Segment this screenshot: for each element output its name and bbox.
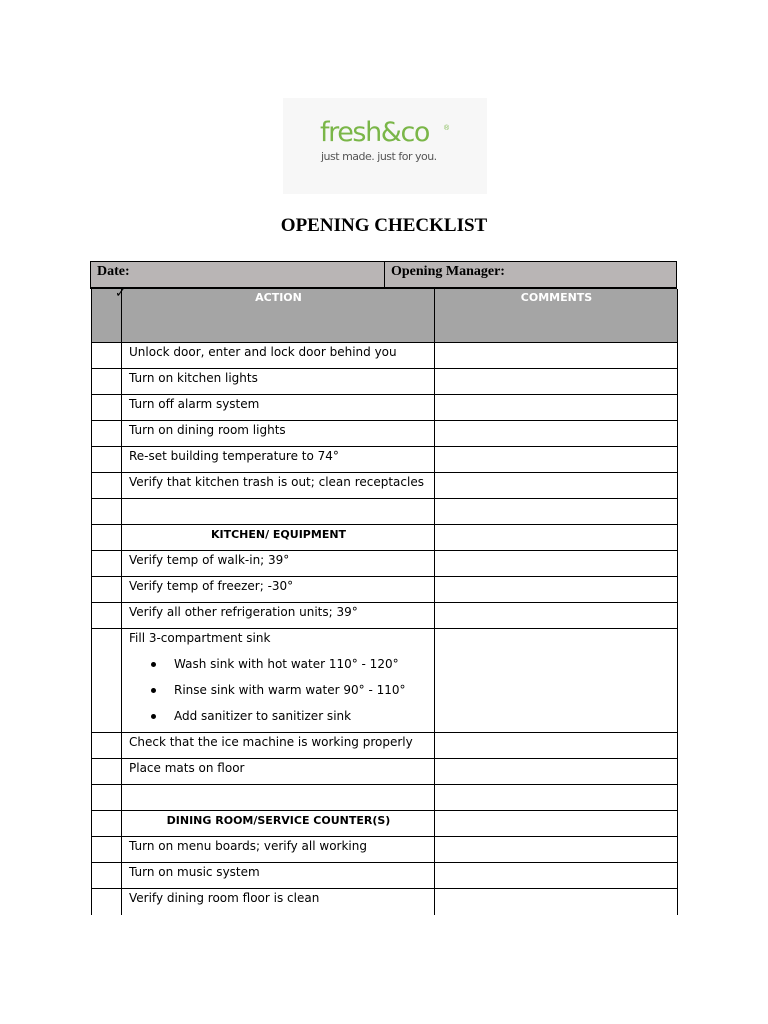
- section-heading: KITCHEN/ EQUIPMENT: [210, 528, 347, 541]
- check-cell[interactable]: [91, 343, 122, 369]
- bullet-text: Rinse sink with warm water 90° - 110°: [174, 683, 406, 697]
- check-cell[interactable]: [91, 577, 122, 603]
- action-text: Turn on menu boards; verify all working: [129, 839, 367, 853]
- bullet-dot-icon: [151, 662, 156, 667]
- comments-cell[interactable]: [435, 421, 678, 447]
- check-cell[interactable]: [91, 369, 122, 395]
- section-heading: DINING ROOM/SERVICE COUNTER(S): [166, 814, 391, 827]
- comments-cell[interactable]: [435, 863, 678, 889]
- check-cell[interactable]: [91, 551, 122, 577]
- bullet-dot-icon: [151, 688, 156, 693]
- comments-cell[interactable]: [435, 473, 678, 499]
- comments-cell[interactable]: [435, 525, 678, 551]
- table-row: [91, 395, 678, 421]
- table-row: [91, 603, 678, 629]
- date-field-label[interactable]: Date:: [97, 264, 130, 279]
- comments-cell[interactable]: [435, 551, 678, 577]
- comments-cell[interactable]: [435, 343, 678, 369]
- action-header-label: ACTION: [255, 291, 302, 304]
- check-cell[interactable]: [91, 837, 122, 863]
- check-cell[interactable]: [91, 733, 122, 759]
- table-header-row: [91, 285, 678, 343]
- comments-header-label: COMMENTS: [520, 291, 593, 304]
- action-cell: [122, 785, 435, 811]
- action-text: Unlock door, enter and lock door behind you: [129, 345, 397, 359]
- action-text: Place mats on floor: [129, 761, 245, 775]
- comments-cell[interactable]: [435, 395, 678, 421]
- comments-cell[interactable]: [435, 577, 678, 603]
- section-row: [91, 811, 678, 837]
- action-text: Verify all other refrigeration units; 39°: [129, 605, 358, 619]
- bullet-text: Add sanitizer to sanitizer sink: [174, 709, 352, 723]
- action-text: Verify dining room floor is clean: [129, 891, 320, 905]
- table-row: [91, 343, 678, 369]
- checkmark-icon: ✓: [115, 285, 126, 300]
- action-text: Re-set building temperature to 74°: [129, 449, 339, 463]
- action-text: Turn on music system: [129, 865, 260, 879]
- check-cell[interactable]: [91, 759, 122, 785]
- bullet-item: [149, 709, 449, 725]
- check-cell[interactable]: [91, 629, 122, 733]
- comments-cell[interactable]: [435, 785, 678, 811]
- comments-cell[interactable]: [435, 733, 678, 759]
- check-cell[interactable]: [91, 603, 122, 629]
- check-cell[interactable]: [91, 499, 122, 525]
- action-text: Check that the ice machine is working properly: [129, 735, 413, 749]
- comments-cell[interactable]: [435, 759, 678, 785]
- comments-column-header: [435, 289, 678, 343]
- action-text: Verify temp of freezer; -30°: [129, 579, 294, 593]
- comments-cell[interactable]: [435, 603, 678, 629]
- table-row: [91, 733, 678, 759]
- bullet-text: Wash sink with hot water 110° - 120°: [174, 657, 399, 671]
- page-title: OPENING CHECKLIST: [280, 215, 488, 236]
- comments-cell[interactable]: [435, 889, 678, 915]
- registered-mark: ®: [444, 125, 450, 132]
- logo-tagline: just made. just for you.: [321, 150, 437, 163]
- table-row: [91, 785, 678, 811]
- table-row: [91, 863, 678, 889]
- comments-cell[interactable]: [435, 837, 678, 863]
- table-row: [91, 369, 678, 395]
- table-row: [91, 499, 678, 525]
- action-text: Turn off alarm system: [129, 397, 260, 411]
- bullet-item: [149, 657, 449, 673]
- table-row: [91, 759, 678, 785]
- table-row: [91, 837, 678, 863]
- check-cell[interactable]: [91, 785, 122, 811]
- header-divider: [384, 262, 385, 288]
- action-text: Verify that kitchen trash is out; clean receptacles: [129, 475, 424, 489]
- check-cell[interactable]: [91, 473, 122, 499]
- check-cell[interactable]: [91, 447, 122, 473]
- check-cell[interactable]: [91, 525, 122, 551]
- table-row: [91, 473, 678, 499]
- bullet-dot-icon: [151, 714, 156, 719]
- comments-cell[interactable]: [435, 811, 678, 837]
- check-cell[interactable]: [91, 811, 122, 837]
- header-row: [90, 261, 677, 289]
- check-cell[interactable]: [91, 421, 122, 447]
- logo-wordmark: fresh&co: [320, 117, 430, 148]
- section-row: [91, 525, 678, 551]
- check-cell[interactable]: [91, 863, 122, 889]
- table-row: [91, 577, 678, 603]
- table-row: [91, 629, 678, 733]
- check-cell[interactable]: [91, 889, 122, 915]
- action-text: Turn on kitchen lights: [129, 371, 258, 385]
- table-row: [91, 889, 678, 915]
- check-column-header: [91, 285, 126, 343]
- company-logo: [283, 98, 487, 194]
- bullet-item: [149, 683, 449, 699]
- comments-cell[interactable]: [435, 447, 678, 473]
- action-text: Verify temp of walk-in; 39°: [129, 553, 290, 567]
- table-row: [91, 421, 678, 447]
- check-cell[interactable]: [91, 395, 122, 421]
- opening-manager-field-label[interactable]: Opening Manager:: [391, 264, 505, 279]
- action-text: Fill 3-compartment sink: [129, 631, 271, 645]
- comments-cell[interactable]: [435, 629, 678, 733]
- comments-cell[interactable]: [435, 499, 678, 525]
- table-row: [91, 551, 678, 577]
- comments-cell[interactable]: [435, 369, 678, 395]
- action-text: Turn on dining room lights: [129, 423, 286, 437]
- action-cell: [122, 499, 435, 525]
- table-row: [91, 447, 678, 473]
- action-column-header: [122, 289, 435, 343]
